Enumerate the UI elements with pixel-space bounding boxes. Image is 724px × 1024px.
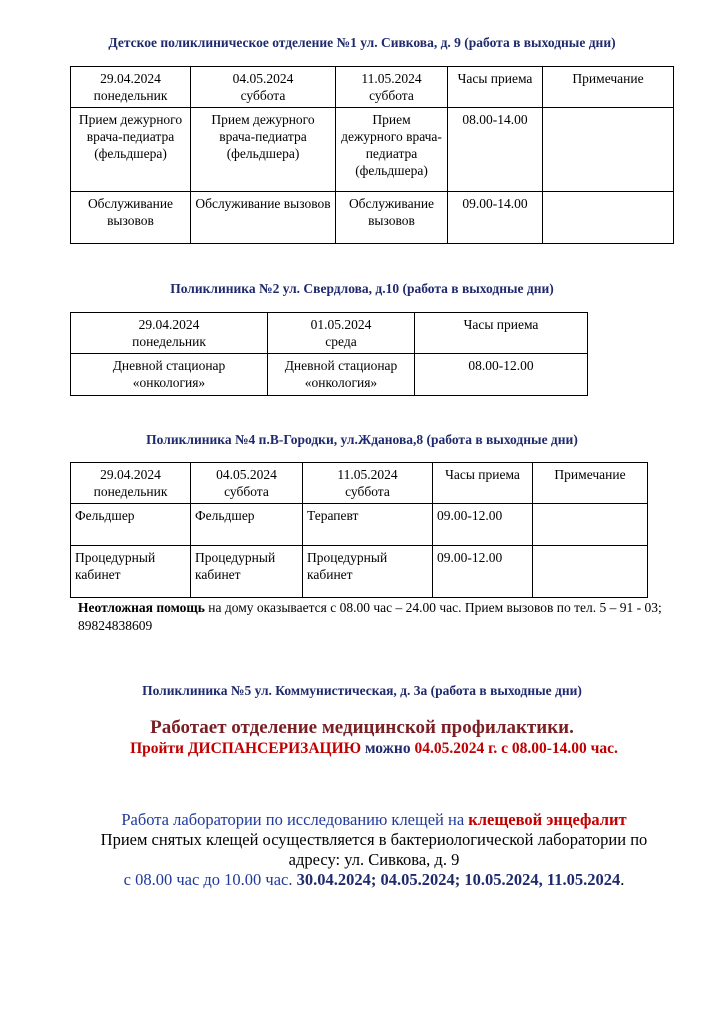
table-cell: Прием дежурного врача-педиатра (фельдшера) bbox=[71, 108, 191, 192]
table-cell: 08.00-14.00 bbox=[448, 108, 543, 192]
clinic1-table bbox=[70, 66, 674, 244]
table-cell: 09.00-12.00 bbox=[433, 504, 533, 546]
header-cell: 29.04.2024 понедельник bbox=[71, 67, 191, 108]
emergency-note-bold: Неотложная помощь bbox=[78, 600, 205, 615]
table-cell: Обслуживание вызовов bbox=[71, 192, 191, 244]
table-cell: Дневной стационар «онкология» bbox=[71, 354, 268, 396]
emergency-note-text: на дому оказывается с 08.00 час – 24.00 час. Прием вызовов по тел. 5 – 91 - 03; 89824838609 bbox=[78, 600, 662, 633]
lab-line2: Прием снятых клещей осуществляется в бактериологической лаборатории по bbox=[100, 830, 648, 849]
clinic4-heading: Поликлиника №4 п.В-Городки, ул.Жданова,8 (работа в выходные дни) bbox=[146, 432, 578, 447]
table-cell: Дневной стационар «онкология» bbox=[268, 354, 415, 396]
table-cell: 09.00-14.00 bbox=[448, 192, 543, 244]
table-cell: Фельдшер bbox=[71, 504, 191, 546]
header-cell: 29.04.2024 понедельник bbox=[71, 313, 268, 354]
lab-line3: адресу: ул. Сивкова, д. 9 bbox=[288, 850, 460, 869]
clinic1-heading: Детское поликлиническое отделение №1 ул. Сивкова, д. 9 (работа в выходные дни) bbox=[108, 35, 616, 50]
table-cell: Терапевт bbox=[303, 504, 433, 546]
clinic2-table bbox=[70, 312, 588, 396]
clinic4-table bbox=[70, 462, 648, 598]
table-cell: Процедурный кабинет bbox=[303, 546, 433, 598]
clinic5-heading: Поликлиника №5 ул. Коммунистическая, д. 3а (работа в выходные дни) bbox=[142, 683, 582, 698]
header-cell: Примечание bbox=[533, 463, 648, 504]
table-cell bbox=[533, 504, 648, 546]
lab-line4: с 08.00 час до 10.00 час. 30.04.2024; 04.05.2024; 10.05.2024, 11.05.2024. bbox=[123, 870, 625, 889]
emergency-note bbox=[78, 599, 678, 635]
header-cell: 11.05.2024 суббота bbox=[303, 463, 433, 504]
table-cell: 09.00-12.00 bbox=[433, 546, 533, 598]
table-cell: Обслуживание вызовов bbox=[336, 192, 448, 244]
lab-line1: Работа лаборатории по исследованию клещей на клещевой энцефалит bbox=[121, 810, 627, 829]
disp-part3: 04.05.2024 г. с 08.00-14.00 час. bbox=[414, 740, 618, 757]
disp-part1: Пройти ДИСПАНСЕРИЗАЦИЮ bbox=[130, 740, 365, 757]
header-cell: Часы приема bbox=[448, 67, 543, 108]
table-cell: Фельдшер bbox=[191, 504, 303, 546]
table-cell bbox=[543, 192, 674, 244]
table-cell bbox=[533, 546, 648, 598]
header-cell: 29.04.2024 понедельник bbox=[71, 463, 191, 504]
header-cell: 04.05.2024 суббота bbox=[191, 463, 303, 504]
header-cell: Часы приема bbox=[433, 463, 533, 504]
header-cell: 11.05.2024 суббота bbox=[336, 67, 448, 108]
header-cell: Примечание bbox=[543, 67, 674, 108]
table-cell: Процедурный кабинет bbox=[71, 546, 191, 598]
table-cell: Процедурный кабинет bbox=[191, 546, 303, 598]
table-cell: Прием дежурного врача-педиатра (фельдшера) bbox=[336, 108, 448, 192]
table-cell bbox=[543, 108, 674, 192]
header-cell: 01.05.2024 среда bbox=[268, 313, 415, 354]
header-cell: Часы приема bbox=[415, 313, 588, 354]
dispanserization-line bbox=[0, 740, 724, 758]
clinic2-heading: Поликлиника №2 ул. Свердлова, д.10 (работа в выходные дни) bbox=[170, 281, 554, 296]
disp-part2: можно bbox=[364, 740, 415, 757]
table-cell: Прием дежурного врача-педиатра (фельдшера) bbox=[191, 108, 336, 192]
table-cell: Обслуживание вызовов bbox=[191, 192, 336, 244]
lab-section bbox=[0, 810, 724, 890]
header-cell: 04.05.2024 суббота bbox=[191, 67, 336, 108]
table-cell: 08.00-12.00 bbox=[415, 354, 588, 396]
prevention-title: Работает отделение медицинской профилактики. bbox=[150, 717, 574, 738]
